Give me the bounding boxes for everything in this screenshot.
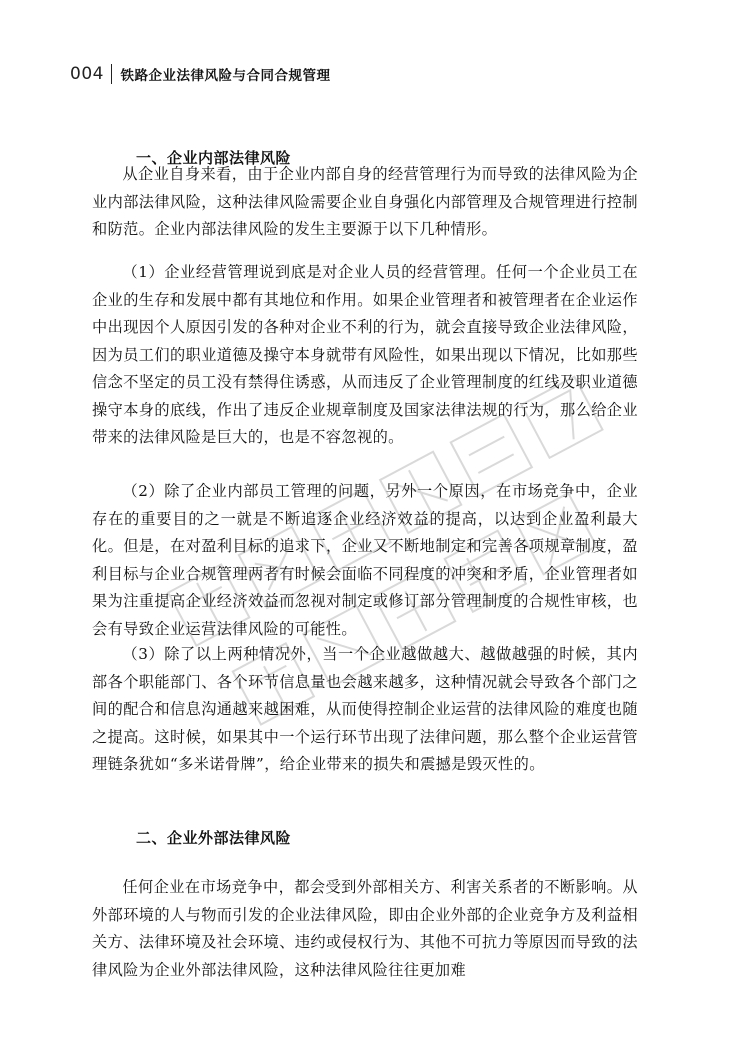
paragraph: 任何企业在市场竞争中，都会受到外部相关方、利害关系者的不断影响。从外部环境的人与物而引发的企业法律风险，即由企业外部的企业竞争方及利益相关方、法律环境及社会环境、违约或侵权行为、其他不可抗力等原因而导致的法律风险为企业外部法律风险，这种法律风险往往更加难 (92, 878, 638, 979)
section-heading-internal: 一、企业内部法律风险 (136, 149, 292, 167)
paragraph: （2）除了企业内部员工管理的问题，另外一个原因，在市场竞争中，企业存在的重要目的之一就是不断追逐企业经济效益的提高，以达到企业盈利最大化。但是，在对盈利目标的追求下，企业又不断地制定和完善各项规章制度，盈利目标与企业合规管理两者有时候会面临不同程度的冲突和矛盾，企业管理者如果为注重提高企业经济效益而忽视对制定或修订部分管理制度的合规性审核，也会有导致企业运营法律风险的可能性。 (92, 482, 638, 638)
page-number: 004 (70, 64, 104, 84)
section-heading-external: 二、企业外部法律风险 (136, 829, 292, 847)
paragraph: （3）除了以上两种情况外，当一个企业越做越大、越做越强的时候，其内部各个职能部门、各个环节信息量也会越来越多，这种情况就会导致各个部门之间的配合和信息沟通越来越困难，从而使得控制企业运营的法律风险的难度也随之提高。这时候，如果其中一个运行环节出现了法律问题，那么整个企业运营管理链条犹如“多米诺骨牌”，给企业带来的损失和震撼是毁灭性的。 (92, 645, 638, 773)
paragraph: 从企业自身来看，由于企业内部自身的经营管理行为而导致的法律风险为企业内部法律风险，这种法律风险需要企业自身强化内部管理及合规管理进行控制和防范。企业内部法律风险的发生主要源于以下几种情形。 (92, 165, 638, 238)
book-title: 铁路企业法律风险与合同合规管理 (120, 68, 331, 84)
header-divider (111, 64, 113, 84)
running-header (70, 64, 330, 84)
paragraph: （1）企业经营管理说到底是对企业人员的经营管理。任何一个企业员工在企业的生存和发展中都有其地位和作用。如果企业管理者和被管理者在企业运作中出现因个人原因引发的各种对企业不利的行为，就会直接导致企业法律风险，因为员工们的职业道德及操守本身就带有风险性，如果出现以下情况，比如那些信念不坚定的员工没有禁得住诱惑，从而违反了企业管理制度的红线及职业道德操守本身的底线，作出了违反企业规章制度及国家法律法规的行为，那么给企业带来的法律风险是巨大的，也是不容忽视的。 (92, 263, 638, 446)
